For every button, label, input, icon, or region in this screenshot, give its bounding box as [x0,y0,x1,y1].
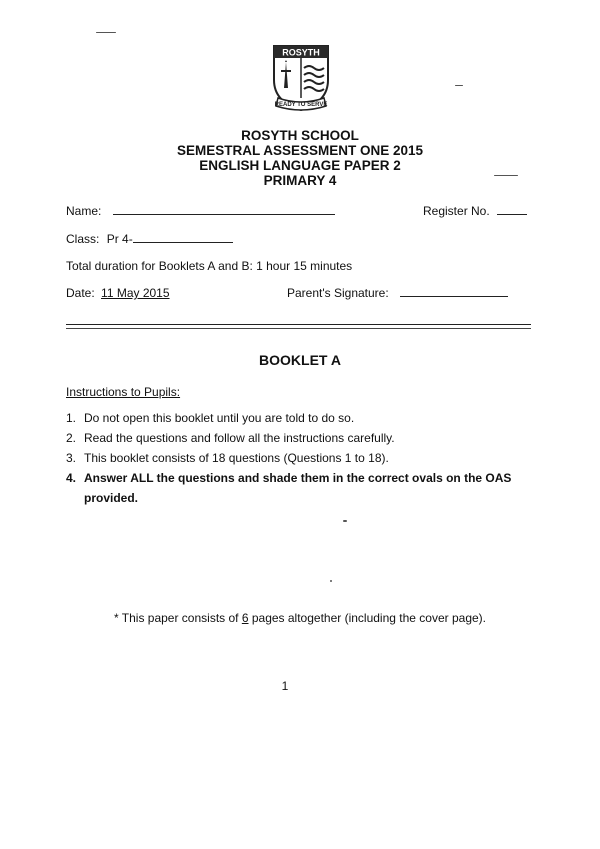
school-crest-logo [264,40,338,114]
scan-speck [330,580,332,582]
scan-speck [343,520,347,522]
divider-thin [66,328,531,329]
instruction-text: Read the questions and follow all the instructions carefully. [84,431,395,445]
instruction-item [66,448,536,468]
instruction-number: 3. [66,451,77,465]
name-field[interactable] [66,204,335,218]
date-field [66,286,170,300]
register-field[interactable] [423,204,527,218]
crest-motto: READY TO SERVE [274,102,328,108]
school-name: ROSYTH SCHOOL [241,128,359,143]
name-label: Name: [66,204,102,218]
divider-thick [66,324,531,325]
register-blank[interactable] [497,204,527,215]
duration-text: Total duration for Booklets A and B: 1 hour 15 minutes [66,259,353,273]
signature-label: Parent's Signature: [287,286,389,300]
note-before: * This paper consists of [113,611,242,625]
instruction-text: Answer ALL the questions and shade them in the correct ovals on the OAS provided. [84,471,512,505]
title-block [0,128,600,188]
instruction-number: 1. [66,411,77,425]
class-blank[interactable] [133,232,233,243]
page-number: 1 [281,679,289,693]
paper-title: ENGLISH LANGUAGE PAPER 2 [199,158,401,173]
note-pages: 6 [241,611,249,625]
name-blank[interactable] [113,204,335,215]
date-label: Date: [66,286,95,300]
instruction-number: 2. [66,431,77,445]
assessment-title: SEMESTRAL ASSESSMENT ONE 2015 [176,143,424,158]
date-value: 11 May 2015 [101,286,170,300]
register-label: Register No. [423,204,490,218]
level-title: PRIMARY 4 [263,173,337,188]
class-label: Class: [66,232,100,246]
scan-speck [455,85,463,86]
instructions-heading: Instructions to Pupils: [66,385,181,399]
instruction-item [66,428,536,448]
instruction-text: This booklet consists of 18 questions (Questions 1 to 18). [84,451,389,465]
class-value: Pr 4- [106,232,133,246]
scan-speck [96,32,116,33]
scan-speck [494,175,518,176]
instruction-text: Do not open this booklet until you are told to do so. [84,411,355,425]
crest-top-text: ROSYTH [282,47,320,58]
booklet-title: BOOKLET A [259,352,341,368]
signature-field[interactable] [287,286,508,300]
class-field[interactable] [66,232,233,246]
instruction-item [66,408,536,428]
note-after: pages altogether (including the cover page). [248,611,487,625]
signature-blank[interactable] [400,286,508,297]
instruction-item [66,468,516,508]
page-count-note [0,611,600,625]
instruction-number: 4. [66,471,77,485]
